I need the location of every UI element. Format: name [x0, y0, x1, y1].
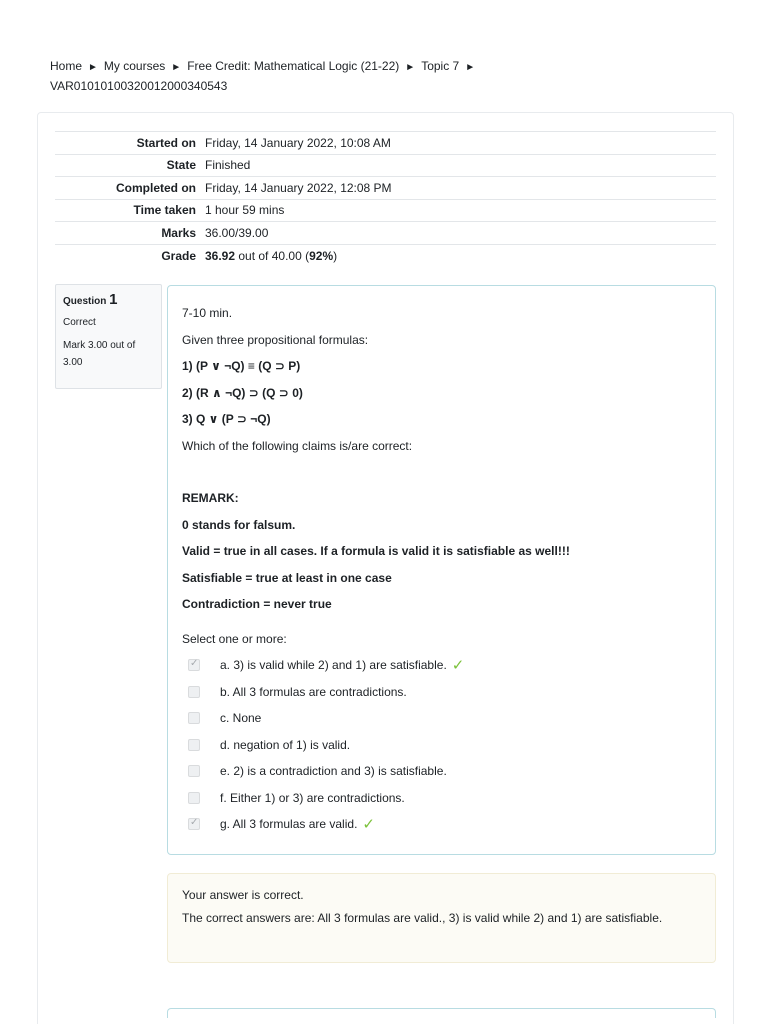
formula-3: 3) Q ∨ (P ⊃ ¬Q)	[182, 412, 271, 426]
answer-label: f. Either 1) or 3) are contradictions.	[220, 790, 405, 805]
answer-option[interactable]	[182, 811, 701, 838]
summary-label: Completed on	[116, 180, 196, 195]
answer-label: g. All 3 formulas are valid.	[220, 817, 358, 832]
summary-label: Marks	[161, 225, 196, 240]
grade-percent: 92%	[309, 248, 334, 263]
summary-label: State	[166, 158, 196, 173]
question-number-value: 1	[109, 291, 118, 308]
breadcrumb-separator-icon: ►	[405, 62, 416, 73]
question-intro: Given three propositional formulas:	[182, 332, 369, 347]
answer-checkbox[interactable]	[188, 765, 200, 777]
summary-row-grade	[55, 244, 716, 267]
select-prompt: Select one or more:	[182, 631, 287, 646]
answer-checkbox[interactable]	[188, 686, 200, 698]
summary-row-state	[55, 154, 716, 177]
summary-value: Finished	[205, 158, 251, 173]
breadcrumb	[50, 57, 730, 95]
summary-label: Grade	[161, 248, 196, 263]
answer-option[interactable]	[182, 679, 701, 706]
question-grade: Mark 3.00 out of 3.00	[63, 340, 136, 368]
summary-value: 1 hour 59 mins	[205, 203, 285, 218]
question-formulation	[167, 285, 716, 855]
answer-checkbox[interactable]	[188, 712, 200, 724]
summary-row-started	[55, 132, 716, 155]
correct-tick-icon: ✓	[362, 816, 375, 834]
grade-score: 36.92	[205, 248, 236, 263]
breadcrumb-separator-icon: ►	[465, 62, 476, 73]
question-label: Question	[63, 296, 107, 307]
feedback-correct-answers: The correct answers are: All 3 formulas are valid., 3) is valid while 2) and 1) are satisfiable.	[182, 911, 663, 925]
grade-close: )	[333, 248, 338, 263]
remark-title: REMARK:	[182, 491, 239, 505]
breadcrumb-home[interactable]: Home	[50, 59, 83, 73]
formula-2: 2) (R ∧ ¬Q) ⊃ (Q ⊃ 0)	[182, 385, 303, 400]
remark-4: Contradiction = never true	[182, 597, 332, 611]
answer-checkbox[interactable]	[188, 792, 200, 804]
answer-checkbox[interactable]	[188, 659, 200, 671]
remark-1: 0 stands for falsum.	[182, 517, 296, 532]
summary-label: Started on	[136, 135, 196, 150]
grade-out-of: out of 40.00 (	[235, 248, 310, 263]
summary-value: Friday, 14 January 2022, 12:08 PM	[205, 180, 392, 195]
breadcrumb-course[interactable]: Free Credit: Mathematical Logic (21-22)	[187, 59, 400, 73]
attempt-summary-table	[55, 131, 716, 267]
breadcrumb-my-courses[interactable]: My courses	[103, 59, 166, 73]
answer-checkbox[interactable]	[188, 739, 200, 751]
breadcrumb-separator-icon: ►	[88, 62, 98, 73]
question-state: Correct	[63, 317, 96, 328]
answer-option[interactable]	[182, 785, 701, 812]
formula-1: 1) (P ∨ ¬Q) ≡ (Q ⊃ P)	[182, 359, 301, 373]
answer-label: d. negation of 1) is valid.	[220, 737, 351, 752]
feedback-box	[167, 873, 716, 963]
question-info-box	[55, 284, 162, 389]
correct-tick-icon: ✓	[451, 657, 465, 675]
remark-3: Satisfiable = true at least in one case	[182, 570, 392, 585]
question-time: 7-10 min.	[182, 306, 233, 320]
answer-label: a. 3) is valid while 2) and 1) are satisfiable.	[220, 658, 447, 673]
breadcrumb-separator-icon: ►	[171, 62, 182, 73]
answer-options	[182, 652, 701, 838]
answer-option[interactable]	[182, 652, 701, 679]
breadcrumb-quiz[interactable]: VAR01010100320012000340543	[50, 79, 228, 93]
answer-label: c. None	[220, 711, 262, 726]
summary-value: Friday, 14 January 2022, 10:08 AM	[205, 135, 391, 150]
answer-label: b. All 3 formulas are contradictions.	[220, 684, 407, 699]
summary-value: 36.00/39.00	[205, 225, 269, 240]
question-prompt: Which of the following claims is/are correct:	[182, 438, 413, 453]
remark-2: Valid = true in all cases. If a formula is valid it is satisfiable as well!!!	[182, 544, 570, 558]
breadcrumb-topic[interactable]: Topic 7	[421, 59, 460, 73]
feedback-result: Your answer is correct.	[182, 888, 304, 902]
summary-row-completed	[55, 177, 716, 200]
summary-label: Time taken	[133, 203, 196, 218]
answer-option[interactable]	[182, 705, 701, 732]
summary-value	[205, 244, 716, 267]
summary-row-marks	[55, 222, 716, 245]
question-number	[63, 291, 154, 308]
answer-option[interactable]	[182, 758, 701, 785]
next-question-box	[167, 1008, 716, 1018]
spacer	[182, 618, 701, 626]
answer-checkbox[interactable]	[188, 818, 200, 830]
answer-label: e. 2) is a contradiction and 3) is satisfiable.	[220, 764, 447, 779]
answer-option[interactable]	[182, 732, 701, 759]
summary-row-time-taken	[55, 199, 716, 222]
spacer	[182, 459, 701, 485]
